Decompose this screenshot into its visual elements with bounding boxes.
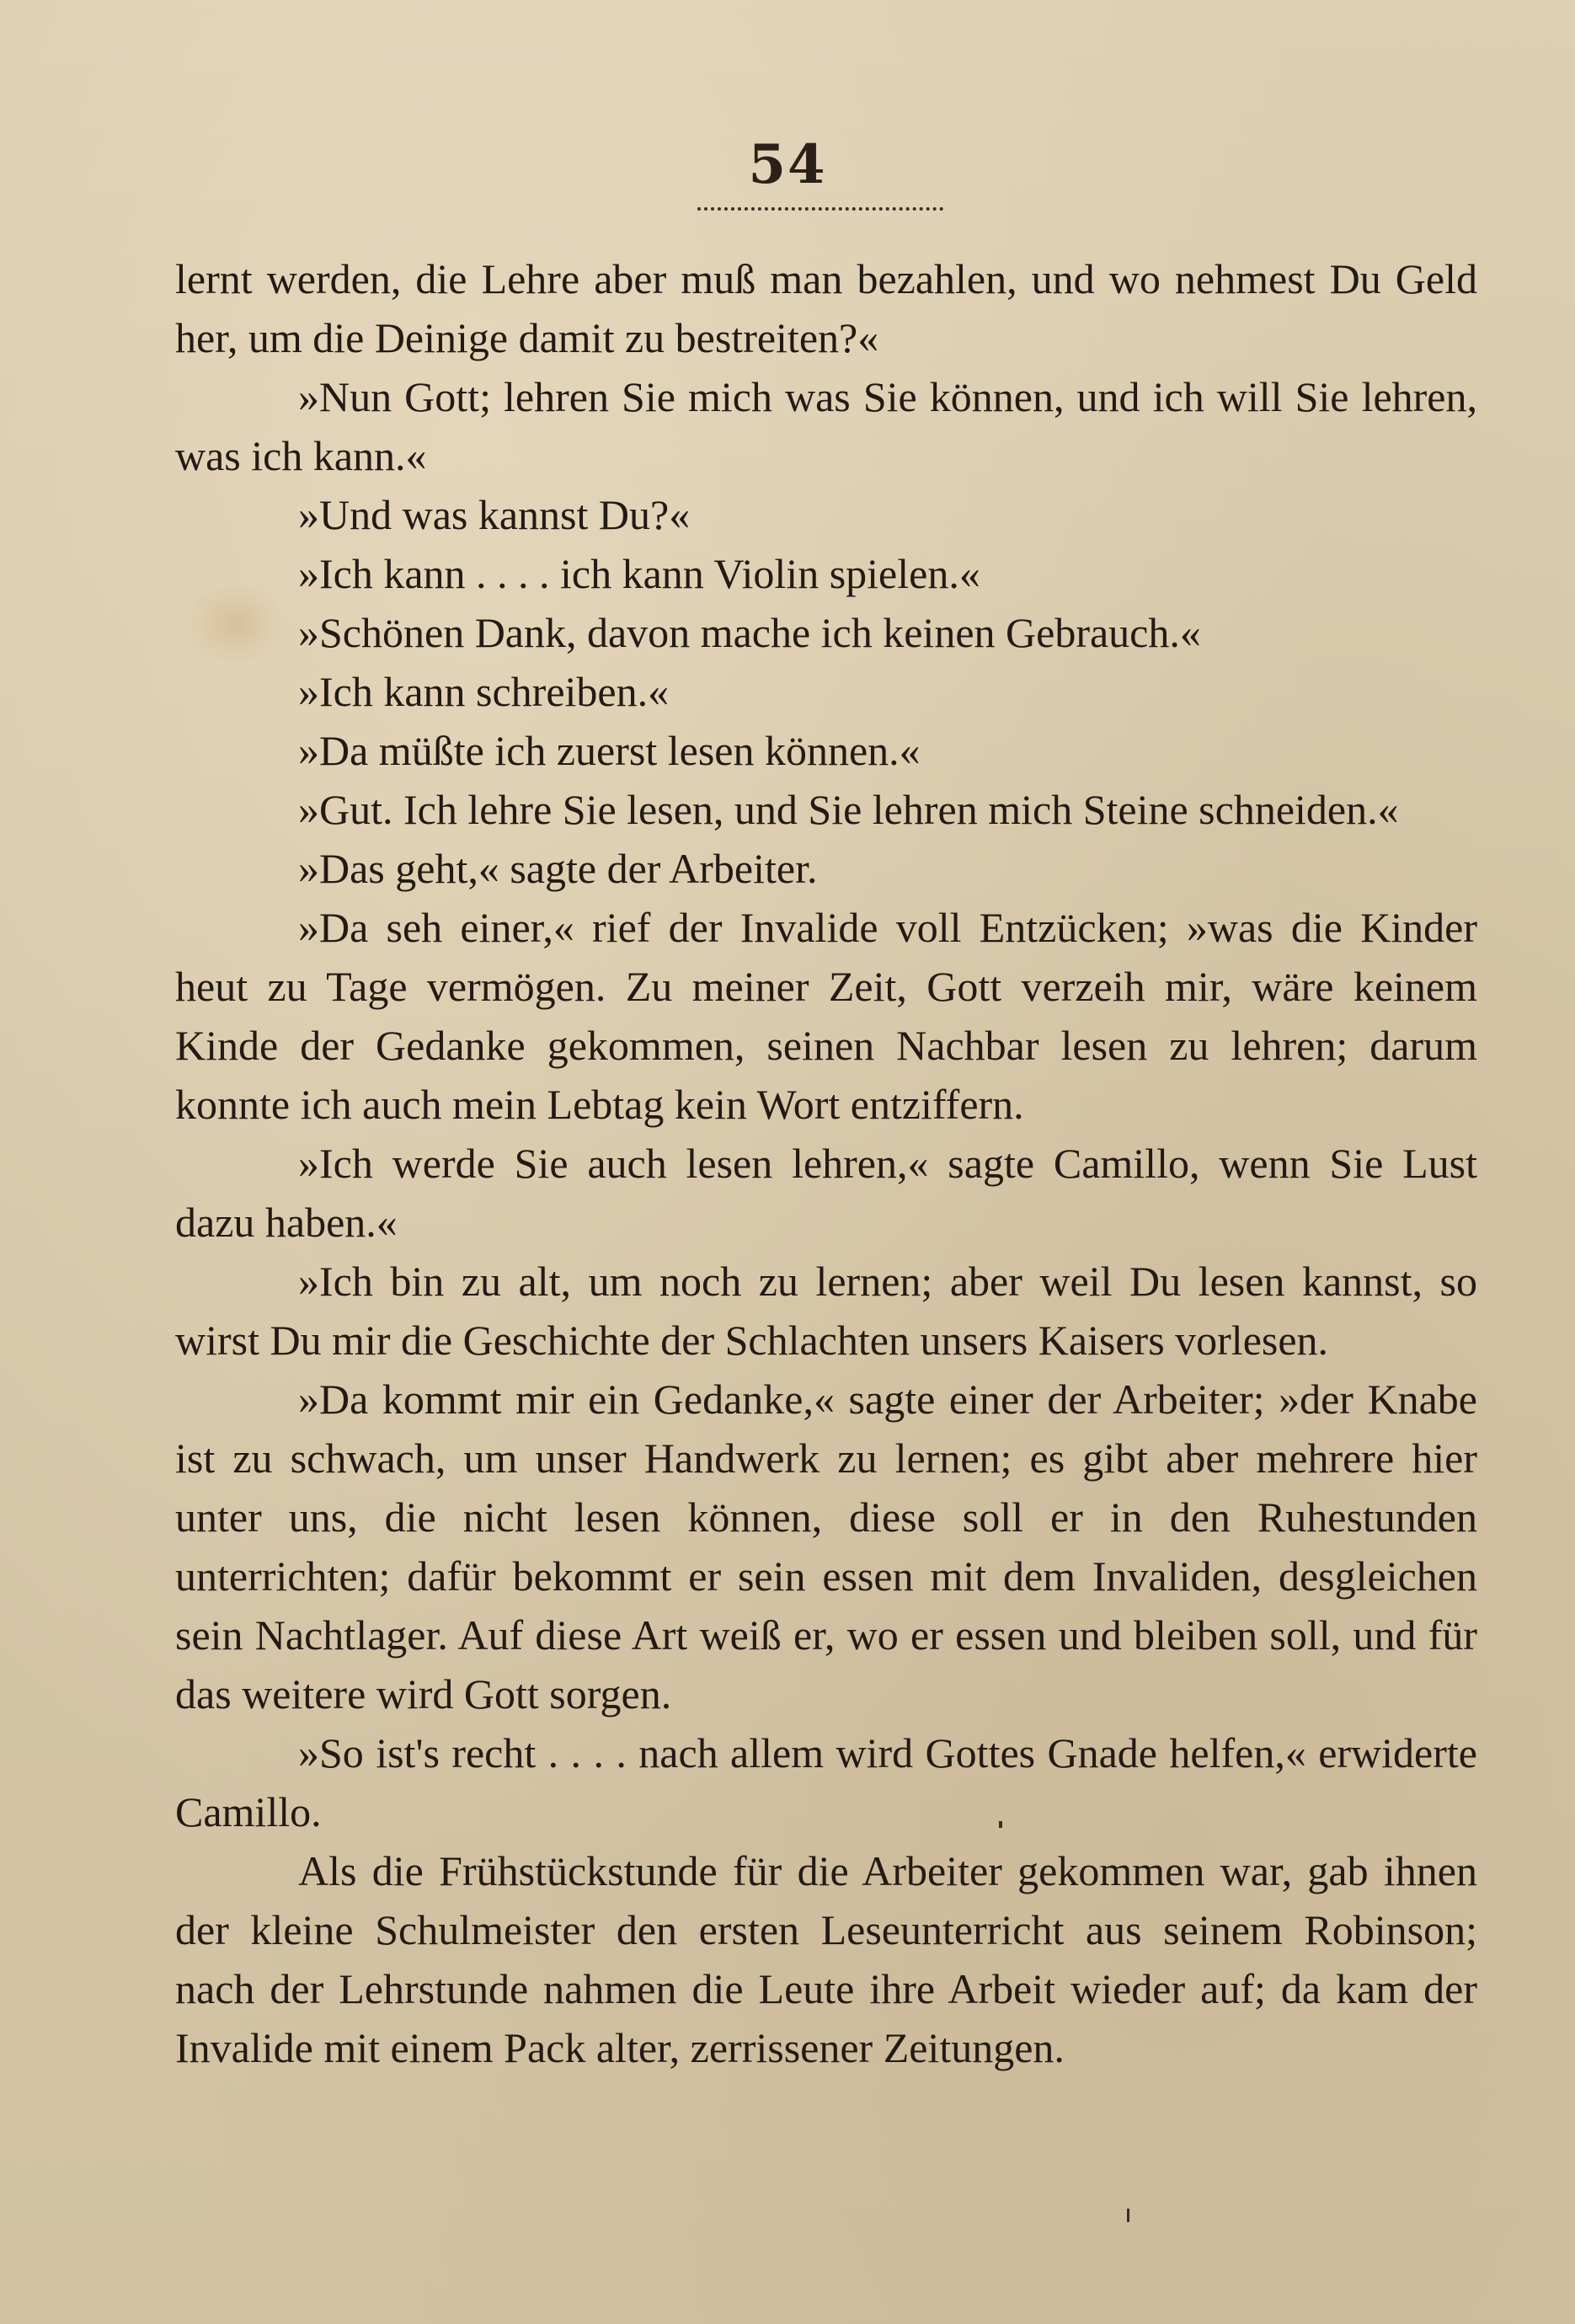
page-number: 54 — [748, 133, 827, 196]
ink-speck — [1127, 2209, 1129, 2222]
ink-speck — [999, 1821, 1002, 1828]
body-text — [175, 249, 1477, 2077]
paragraph: »Ich bin zu alt, um noch zu lernen; aber weil Du lesen kannst, so wirst Du mir die Geschichte der Schlachten unsers Kaisers vorlesen. — [175, 1258, 1477, 1364]
paragraph: »Da müßte ich zuerst lesen können.« — [298, 727, 921, 774]
paragraph: »Und was kannst Du?« — [298, 491, 691, 538]
paragraph: Als die Frühstückstunde für die Arbeiter gekommen war, gab ihnen der kleine Schulmeister den ersten Leseunterricht aus seinem Robinson; nach der Lehrstunde nahmen die Leute ihre Arbeit wieder auf; da kam der Invalide mit einem Pack alter, zerrissener Zeitungen. — [175, 1847, 1477, 2071]
paragraph: »Nun Gott; lehren Sie mich was Sie können, und ich will Sie lehren, was ich kann.« — [175, 373, 1477, 479]
paragraph: »Da kommt mir ein Gedanke,« sagte einer der Arbeiter; »der Knabe ist zu schwach, um unser Handwerk zu lernen; es gibt aber mehrere hier unter uns, die nicht lesen können, diese soll er in den Ruhestunden unterrichten; dafür bekommt er sein essen mit dem Invaliden, desgleichen sein Nachtlager. Auf diese Art weiß er, wo er essen und bleiben soll, und für das weitere wird Gott sorgen. — [175, 1376, 1477, 1718]
paragraph: »Gut. Ich lehre Sie lesen, und Sie lehren mich Steine schneiden.« — [298, 786, 1399, 833]
paragraph: lernt werden, die Lehre aber muß man bezahlen, und wo nehmest Du Geld her, um die Deinige damit zu bestreiten?« — [175, 255, 1477, 361]
paragraph: »Schönen Dank, davon mache ich keinen Gebrauch.« — [298, 609, 1201, 656]
paragraph: »Da seh einer,« rief der Invalide voll Entzücken; »was die Kinder heut zu Tage vermögen. Zu meiner Zeit, Gott verzeih mir, wäre keinem Kinde der Gedanke gekommen, seinen Nachbar lesen zu lehren; darum konnte ich auch mein Lebtag kein Wort entziffern. — [175, 904, 1477, 1128]
paragraph: »So ist's recht . . . . nach allem wird Gottes Gnade helfen,« erwiderte Camillo. — [175, 1729, 1477, 1835]
paragraph: »Das geht,« sagte der Arbeiter. — [298, 845, 818, 892]
paragraph: »Ich werde Sie auch lesen lehren,« sagte Camillo, wenn Sie Lust dazu haben.« — [175, 1140, 1477, 1246]
paragraph: »Ich kann schreiben.« — [298, 668, 670, 715]
header-dotted-rule — [697, 207, 943, 211]
paragraph: »Ich kann . . . . ich kann Violin spielen.« — [298, 550, 980, 597]
